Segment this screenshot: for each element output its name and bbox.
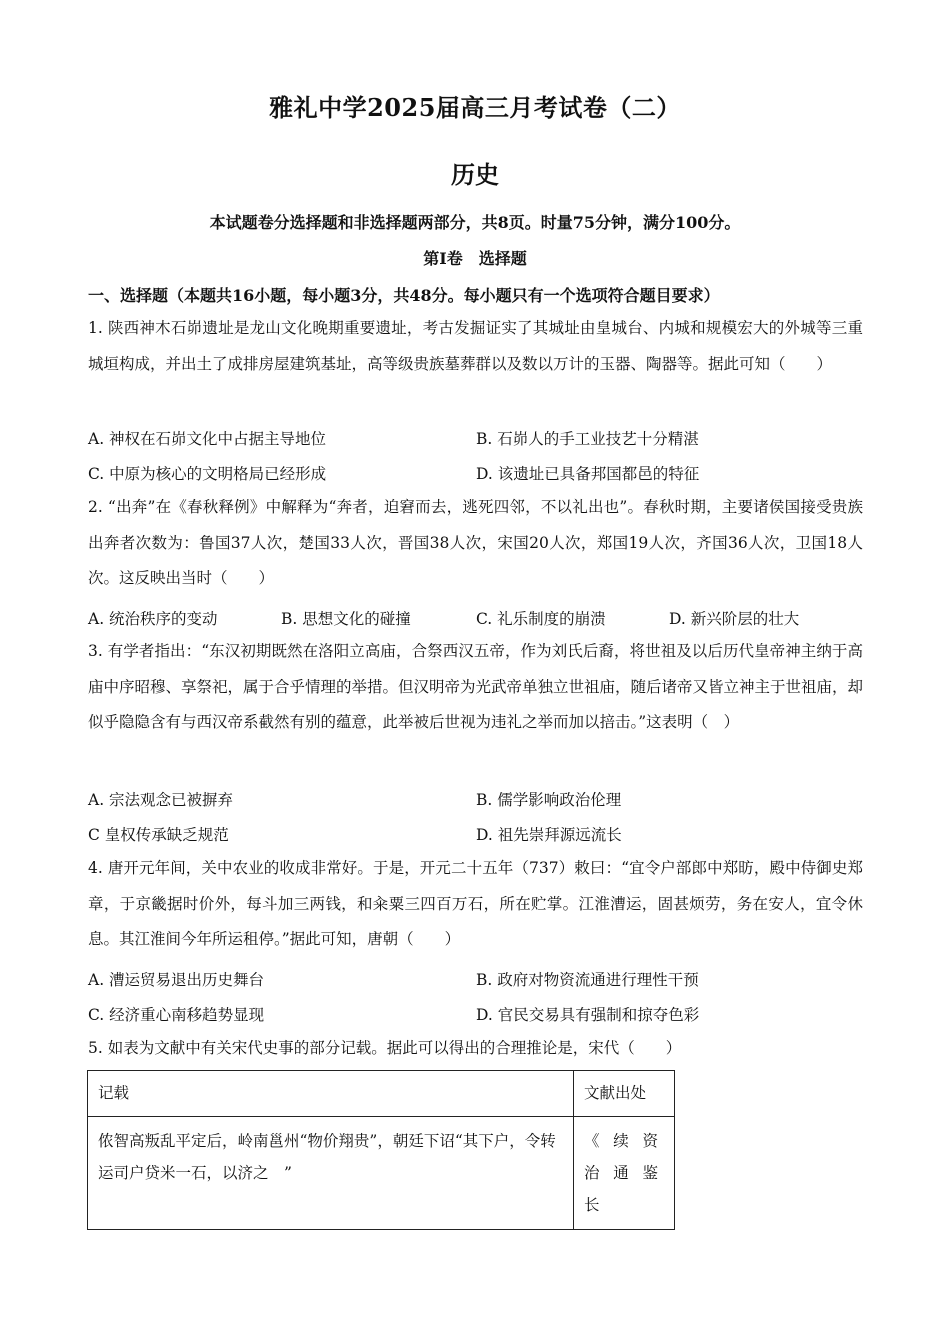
question-2-option-c[interactable]: C. 礼乐制度的崩溃 <box>476 610 606 628</box>
question-4-option-d[interactable]: D. 官民交易具有强制和掠夺色彩 <box>476 1006 700 1024</box>
question-4-option-c[interactable]: C. 经济重心南移趋势显现 <box>88 1006 265 1024</box>
table-header-record: 记载 <box>88 1071 574 1117</box>
table-header-source: 文献出处 <box>574 1071 675 1117</box>
question-2-stem: 2. “出奔”在《春秋释例》中解释为“奔者，迫窘而去，逃死四邻，不以礼出也”。春秋时期，主要诸侯国接受贵族出奔者次数为：鲁国37人次，楚国33人次，晋国38人次，宋国20人次，郑国19人次，齐国36人次，卫国18人次。这反映出当时（ ） <box>88 498 863 587</box>
section-heading: 一、选择题（本题共16小题，每小题3分，共48分。每小题只有一个选项符合题目要求） <box>88 286 720 305</box>
question-5-stem: 5. 如表为文献中有关宋代史事的部分记载。据此可以得出的合理推论是，宋代（ ） <box>88 1039 682 1057</box>
source-table <box>87 1070 675 1230</box>
question-2-option-d[interactable]: D. 新兴阶层的壮大 <box>669 610 800 628</box>
question-3-stem: 3. 有学者指出：“东汉初期既然在洛阳立高庙，合祭西汉五帝，作为刘氏后裔，将世祖及以后历代皇帝神主纳于高庙中序昭穆、享祭祀，属于合乎情理的举措。但汉明帝为光武帝单独立世祖庙，随后诸帝又皆立神主于世祖庙，却似乎隐隐含有与西汉帝系截然有别的蕴意，此举被后世视为违礼之举而加以掊击。”这表明（ ） <box>88 642 864 731</box>
question-3-option-b[interactable]: B. 儒学影响政治伦理 <box>476 791 622 809</box>
question-2-option-a[interactable]: A. 统治秩序的变动 <box>88 610 218 628</box>
subject-title: 历史 <box>451 160 499 189</box>
table-cell-source: 《续资治通鉴长 <box>574 1117 675 1230</box>
part-heading: 第Ⅰ卷 选择题 <box>423 249 527 268</box>
question-2-option-b[interactable]: B. 思想文化的碰撞 <box>281 610 411 628</box>
question-1-stem: 1. 陕西神木石峁遗址是龙山文化晚期重要遗址，考古发掘证实了其城址由皇城台、内城和规模宏大的外城等三重城垣构成，并出土了成排房屋建筑基址，高等级贵族墓葬群以及数以万计的玉器、陶器等。据此可知（ ） <box>88 319 863 373</box>
question-3-option-d[interactable]: D. 祖先崇拜源远流长 <box>476 826 622 844</box>
question-3-option-c[interactable]: C 皇权传承缺乏规范 <box>88 826 229 844</box>
table-cell-record: 侬智高叛乱平定后，岭南邕州“物价翔贵”，朝廷下诏“其下户，令转运司户贷米一石，以济之 ” <box>88 1117 574 1230</box>
exam-info: 本试题卷分选择题和非选择题两部分，共8页。时量75分钟，满分100分。 <box>209 213 741 232</box>
question-1-option-d[interactable]: D. 该遗址已具备邦国都邑的特征 <box>476 465 700 483</box>
question-4-stem: 4. 唐开元年间，关中农业的收成非常好。于是，开元二十五年（737）敕曰：“宜令户部郎中郑昉，殿中侍御史郑章，于京畿据时价外，每斗加三两钱，和籴粟三四百万石，所在贮掌。江淮漕运，固甚烦劳，务在安人，宜令休息。其江淮间今年所运租停。”据此可知，唐朝（ ） <box>88 859 863 948</box>
question-4-option-b[interactable]: B. 政府对物资流通进行理性干预 <box>476 971 699 989</box>
question-1-option-a[interactable]: A. 神权在石峁文化中占据主导地位 <box>88 430 327 448</box>
table-header-row <box>88 1071 675 1117</box>
question-3-option-a[interactable]: A. 宗法观念已被摒弃 <box>88 791 234 809</box>
table-row <box>88 1117 675 1230</box>
question-1-option-b[interactable]: B. 石峁人的手工业技艺十分精湛 <box>476 430 699 448</box>
question-1-option-c[interactable]: C. 中原为核心的文明格局已经形成 <box>88 465 327 483</box>
question-4-option-a[interactable]: A. 漕运贸易退出历史舞台 <box>88 971 265 989</box>
exam-title: 雅礼中学2025届高三月考试卷（二） <box>269 93 681 122</box>
